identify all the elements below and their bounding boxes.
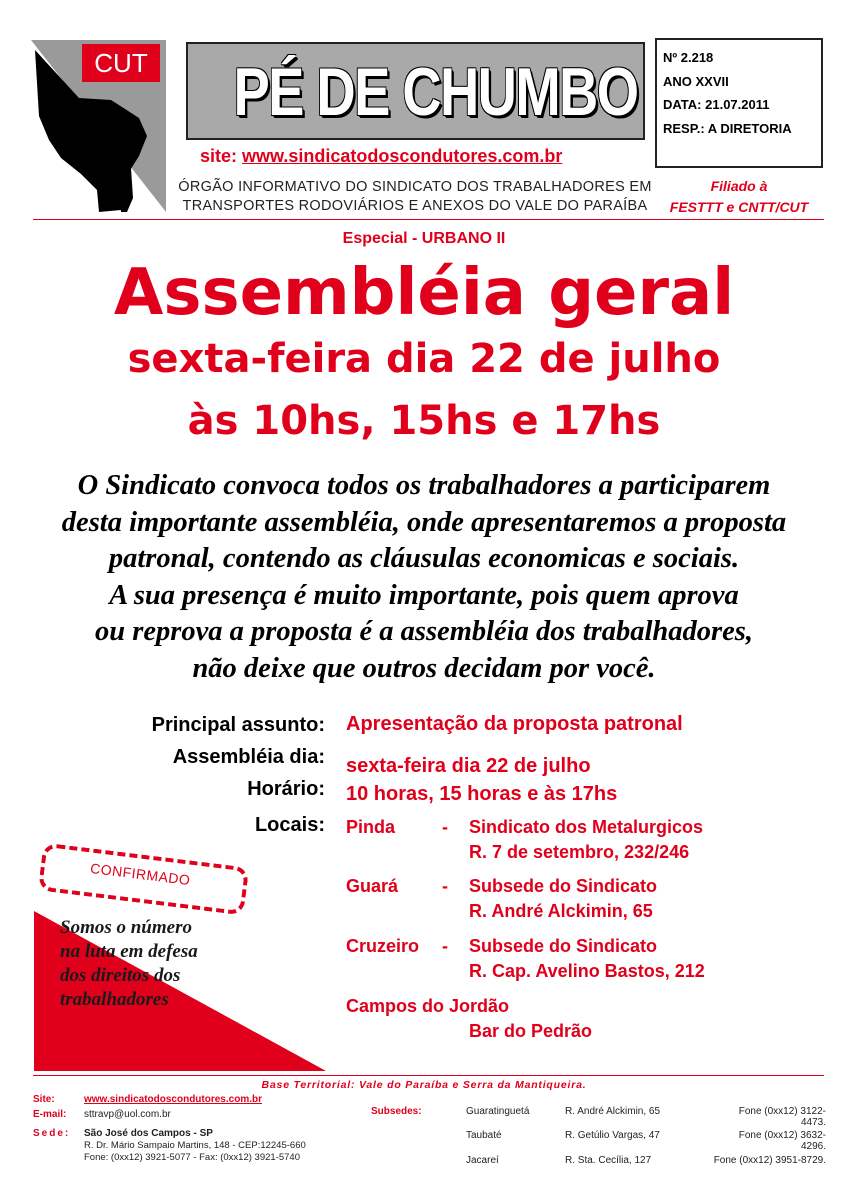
publisher-description — [168, 178, 662, 216]
convocation-line: ou reprova a proposta é a assembléia dos trabalhadores, — [95, 616, 753, 647]
slogan-line: na luta em defesa — [60, 941, 198, 962]
branch-city: Taubaté — [466, 1130, 502, 1141]
location-separator: - — [442, 936, 448, 956]
footer-site-link[interactable]: www.sindicatodoscondutores.com.br — [84, 1094, 262, 1105]
affiliation-line-1: Filiado à — [710, 178, 768, 194]
location-place: Subsede do Sindicato — [469, 936, 658, 956]
slogan-line: dos direitos dos — [60, 965, 181, 986]
slogan — [60, 916, 198, 1012]
location-city: Campos do Jordão — [346, 996, 510, 1016]
cut-logo-label: CUT — [82, 44, 160, 82]
footer-hq-label: Sede: — [33, 1128, 71, 1139]
header-site-link[interactable]: www.sindicatodoscondutores.com.br — [242, 146, 563, 166]
meeting-day-value: sexta-feira dia 22 de julho — [346, 755, 591, 777]
location-city: Pinda — [346, 817, 396, 837]
header-site — [200, 146, 640, 167]
branch-address: R. Sta. Cecília, 127 — [565, 1155, 652, 1166]
branch-phone — [686, 1130, 826, 1152]
publisher-line-2: TRANSPORTES RODOVIÁRIOS E ANEXOS DO VALE DO PARAÍBA — [182, 198, 648, 214]
location-address: R. 7 de setembro, 232/246 — [469, 842, 690, 862]
slogan-line: Somos o número — [60, 917, 192, 938]
footer-branches-label: Subsedes: — [371, 1106, 422, 1117]
header-site-label: site: — [200, 146, 238, 166]
location-place: Subsede do Sindicato — [469, 876, 658, 896]
branch-phone-line: Fone (0xx12) 3951-8729. — [713, 1155, 826, 1166]
headline-times: às 10hs, 15hs e 17hs — [187, 398, 661, 444]
location-address: Bar do Pedrão — [469, 1021, 593, 1041]
header-divider — [33, 219, 824, 220]
convocation-paragraph — [0, 468, 848, 687]
footer-hq-phone: Fone: (0xx12) 3921-5077 - Fax: (0xx12) 3921-5740 — [84, 1152, 300, 1163]
branch-city: Jacareí — [466, 1155, 499, 1166]
publisher-line-1: ÓRGÃO INFORMATIVO DO SINDICATO DOS TRABALHADORES EM — [178, 179, 652, 195]
footer-email-link[interactable]: sttravp@uol.com.br — [84, 1109, 171, 1120]
branch-phone-line: 4473. — [800, 1117, 826, 1128]
convocation-line: A sua presença é muito importante, pois quem aprova — [109, 579, 739, 611]
location-separator: - — [442, 876, 448, 896]
slogan-line: trabalhadores — [60, 989, 169, 1010]
affiliation — [655, 176, 823, 218]
affiliation-line-2: FESTTT e CNTT/CUT — [669, 199, 809, 215]
convocation-line: desta importante assembléia, onde apresentaremos a proposta — [61, 506, 787, 538]
footer-site-label: Site: — [33, 1094, 55, 1105]
issue-responsible: RESP.: A DIRETORIA — [663, 120, 792, 136]
subject-label: Principal assunto: — [151, 714, 325, 736]
schedule-value: 10 horas, 15 horas e às 17hs — [346, 783, 618, 805]
territorial-base: Base Territorial: Vale do Paraíba e Serra da Mantiqueira. — [261, 1079, 587, 1091]
issue-info-box — [655, 38, 823, 168]
schedule-label: Horário: — [247, 778, 325, 800]
issue-number: Nº 2.218 — [663, 50, 714, 65]
headline-date: sexta-feira dia 22 de julho — [127, 336, 721, 382]
branch-address: R. Getúlio Vargas, 47 — [565, 1130, 660, 1141]
issue-year: ANO XXVII — [663, 73, 729, 89]
footer-email-label: E-mail: — [33, 1109, 67, 1120]
branch-phone-line: Fone (0xx12) 3632- — [738, 1130, 826, 1141]
branch-phone-line: 4296. — [800, 1141, 826, 1152]
convocation-line: não deixe que outros decidam por você. — [192, 652, 656, 684]
masthead-title: PÉ DE CHUMBO — [233, 54, 638, 130]
masthead — [186, 42, 645, 140]
edition-tag: Especial - URBANO II — [342, 230, 506, 247]
branch-city: Guaratinguetá — [466, 1106, 530, 1117]
convocation-line: O Sindicato convoca todos os trabalhadores a participarem — [77, 470, 771, 501]
location-separator: - — [442, 817, 448, 837]
branch-phone — [686, 1155, 826, 1166]
locations-label: Locais: — [254, 814, 325, 836]
confirmed-stamp-text: CONFIRMADO — [89, 859, 192, 889]
footer-hq-address: R. Dr. Mário Sampaio Martins, 148 - CEP:12245-660 — [84, 1140, 306, 1151]
location-address: R. André Alckimin, 65 — [469, 901, 653, 921]
issue-date: DATA: 21.07.2011 — [663, 97, 770, 112]
subject-value: Apresentação da proposta patronal — [346, 713, 683, 735]
meeting-day-label: Assembléia dia: — [172, 746, 325, 768]
branch-phone-line: Fone (0xx12) 3122- — [738, 1106, 826, 1117]
footer-hq-info — [84, 1128, 306, 1164]
footer-divider — [33, 1075, 824, 1076]
branch-address: R. André Alckimin, 65 — [565, 1106, 661, 1117]
location-city: Guará — [346, 876, 399, 896]
footer-hq-city: São José dos Campos - SP — [84, 1128, 213, 1139]
location-city: Cruzeiro — [346, 936, 420, 956]
branch-phone — [686, 1106, 826, 1128]
headline-title: Assembléia geral — [113, 256, 735, 330]
location-place: Sindicato dos Metalurgicos — [469, 817, 704, 837]
location-address: R. Cap. Avelino Bastos, 212 — [469, 961, 705, 981]
convocation-line: patronal, contendo as cláusulas economicas e sociais. — [108, 543, 740, 574]
